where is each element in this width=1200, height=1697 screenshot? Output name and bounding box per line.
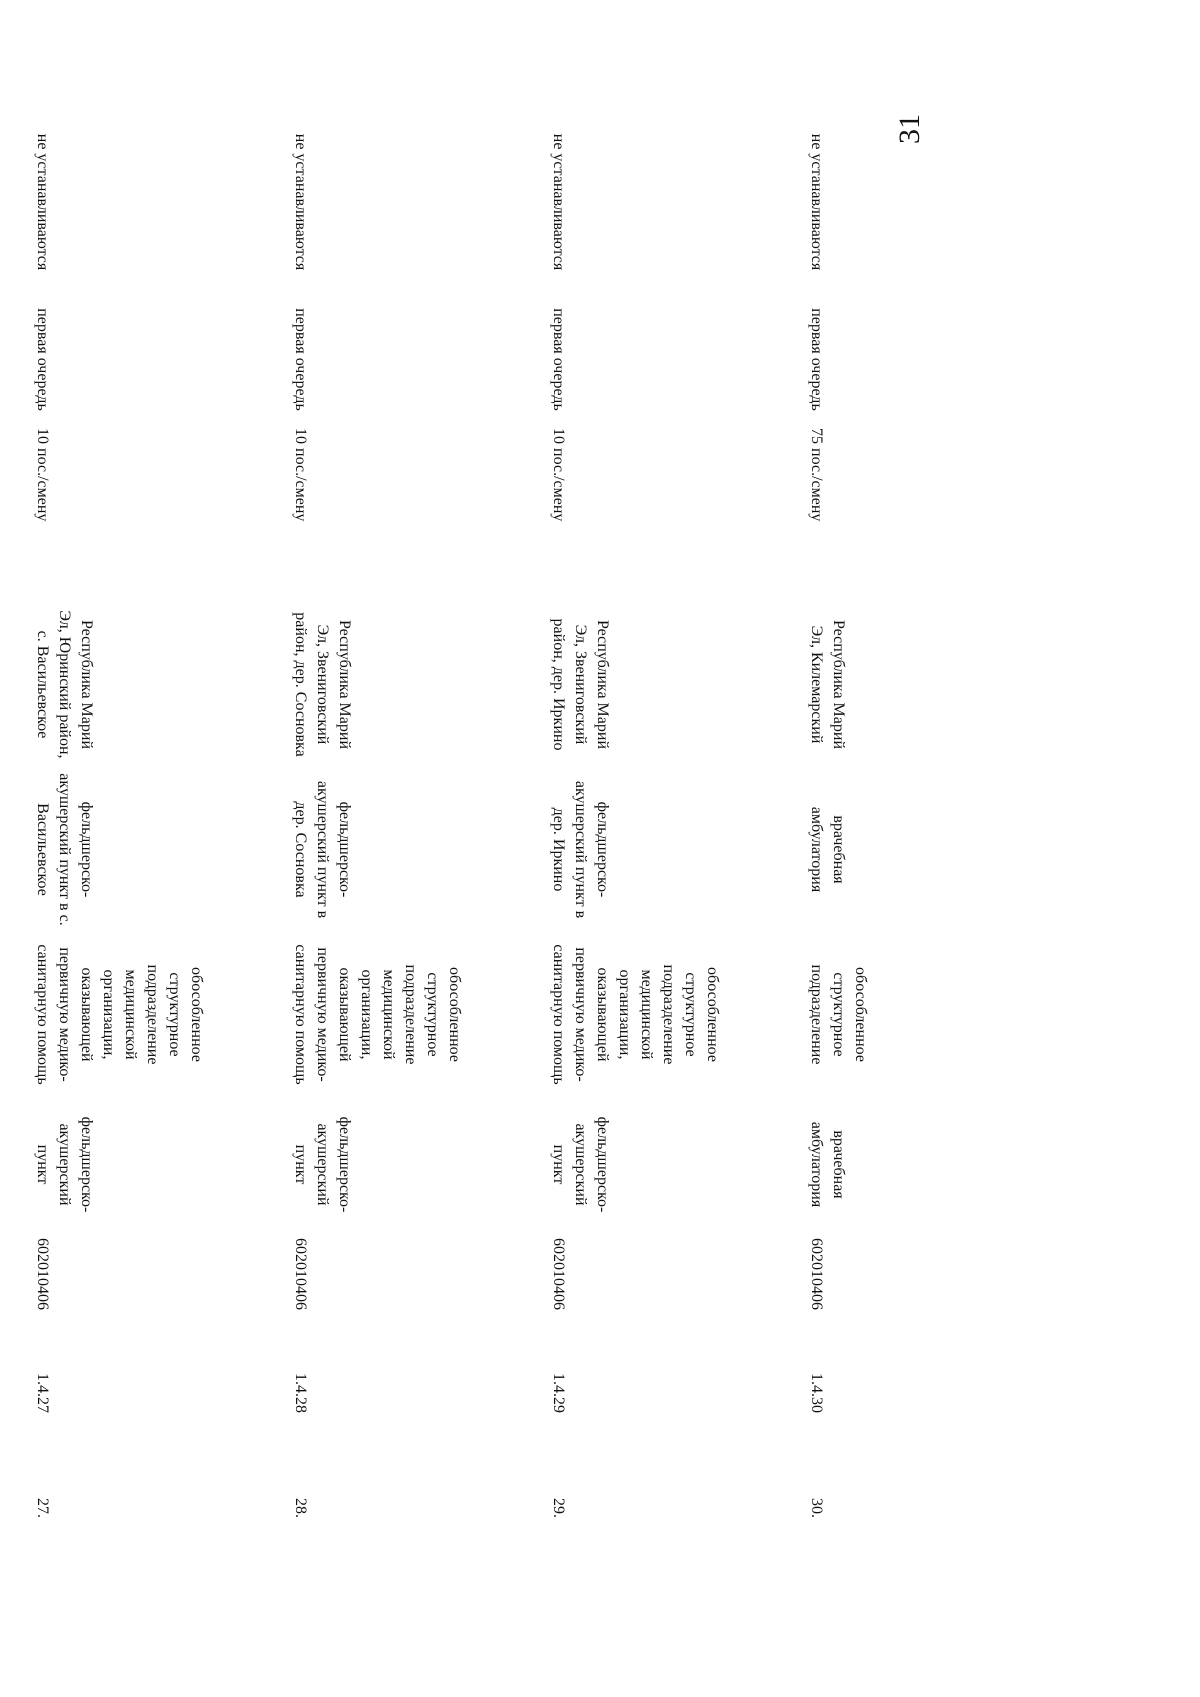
row-status: обособленное структурное подразделение медицинской организации, оказывающей первичную медико-санитарную помощь: [550, 944, 721, 1085]
page-number: 31: [893, 114, 926, 144]
row-okpo: 602010406: [34, 1238, 51, 1310]
row-note: не устанавливаются: [808, 133, 825, 271]
row-note: не устанавливаются: [550, 133, 567, 271]
table-row: [0, 107, 251, 1617]
row-code: 1.4.27: [34, 1373, 51, 1413]
row-priority: первая очередь: [808, 308, 825, 411]
row-name: врачебная амбулатория: [808, 806, 847, 893]
row-capacity: 75 пос./смену: [808, 428, 825, 522]
row-priority: первая очередь: [292, 308, 309, 411]
row-number: 29.: [550, 1498, 567, 1518]
row-status: обособленное структурное подразделение медицинской организации, оказывающей первичную медико-санитарную помощь: [34, 944, 205, 1085]
row-code: 1.4.29: [550, 1373, 567, 1413]
row-okpo: 602010406: [292, 1238, 309, 1310]
row-code: 1.4.30: [808, 1373, 825, 1413]
row-number: 28.: [292, 1498, 309, 1518]
row-priority: первая очередь: [550, 308, 567, 411]
row-okpo: 602010406: [808, 1238, 825, 1310]
row-name: фельдшерско-акушерский пункт в дер. Иркино: [550, 780, 611, 919]
row-capacity: 10 пос./смену: [292, 428, 309, 522]
row-name: фельдшерско-акушерский пункт в с. Васильевское: [34, 773, 95, 926]
row-location: Республика Марий Эл, Килемарский: [808, 619, 847, 749]
row-type: врачебная амбулатория: [808, 1121, 847, 1208]
table-row: [251, 107, 509, 1617]
row-status: обособленное структурное подразделение: [808, 964, 869, 1065]
row-priority: первая очередь: [34, 308, 51, 411]
row-capacity: 10 пос./смену: [550, 428, 567, 522]
row-type: фельдшерско-акушерский пункт: [292, 1116, 353, 1213]
row-type: фельдшерско-акушерский пункт: [34, 1116, 95, 1213]
rotated-table-container: [34, 107, 1025, 1617]
row-name: фельдшерско-акушерский пункт в дер. Сосновка: [292, 780, 353, 919]
table-row: [509, 107, 767, 1617]
row-type: фельдшерско-акушерский пункт: [550, 1116, 611, 1213]
row-code: 1.4.28: [292, 1373, 309, 1413]
row-note: не устанавливаются: [292, 133, 309, 271]
row-location: Республика Марий Эл, Звениговский район, дер. Сосновка: [292, 612, 353, 757]
row-location: Республика Марий Эл, Юринский район, с. Васильевское: [34, 610, 95, 759]
row-number: 30.: [808, 1498, 825, 1518]
row-number: 27.: [34, 1498, 51, 1518]
facilities-table: [0, 107, 1025, 1617]
row-location: Республика Марий Эл, Звениговский район, дер. Иркино: [550, 618, 611, 751]
row-status: обособленное структурное подразделение медицинской организации, оказывающей первичную медико-санитарную помощь: [292, 944, 463, 1085]
row-note: не устанавливаются: [34, 133, 51, 271]
row-capacity: 10 пос./смену: [34, 428, 51, 522]
table-row: [767, 107, 1025, 1617]
row-okpo: 602010406: [550, 1238, 567, 1310]
